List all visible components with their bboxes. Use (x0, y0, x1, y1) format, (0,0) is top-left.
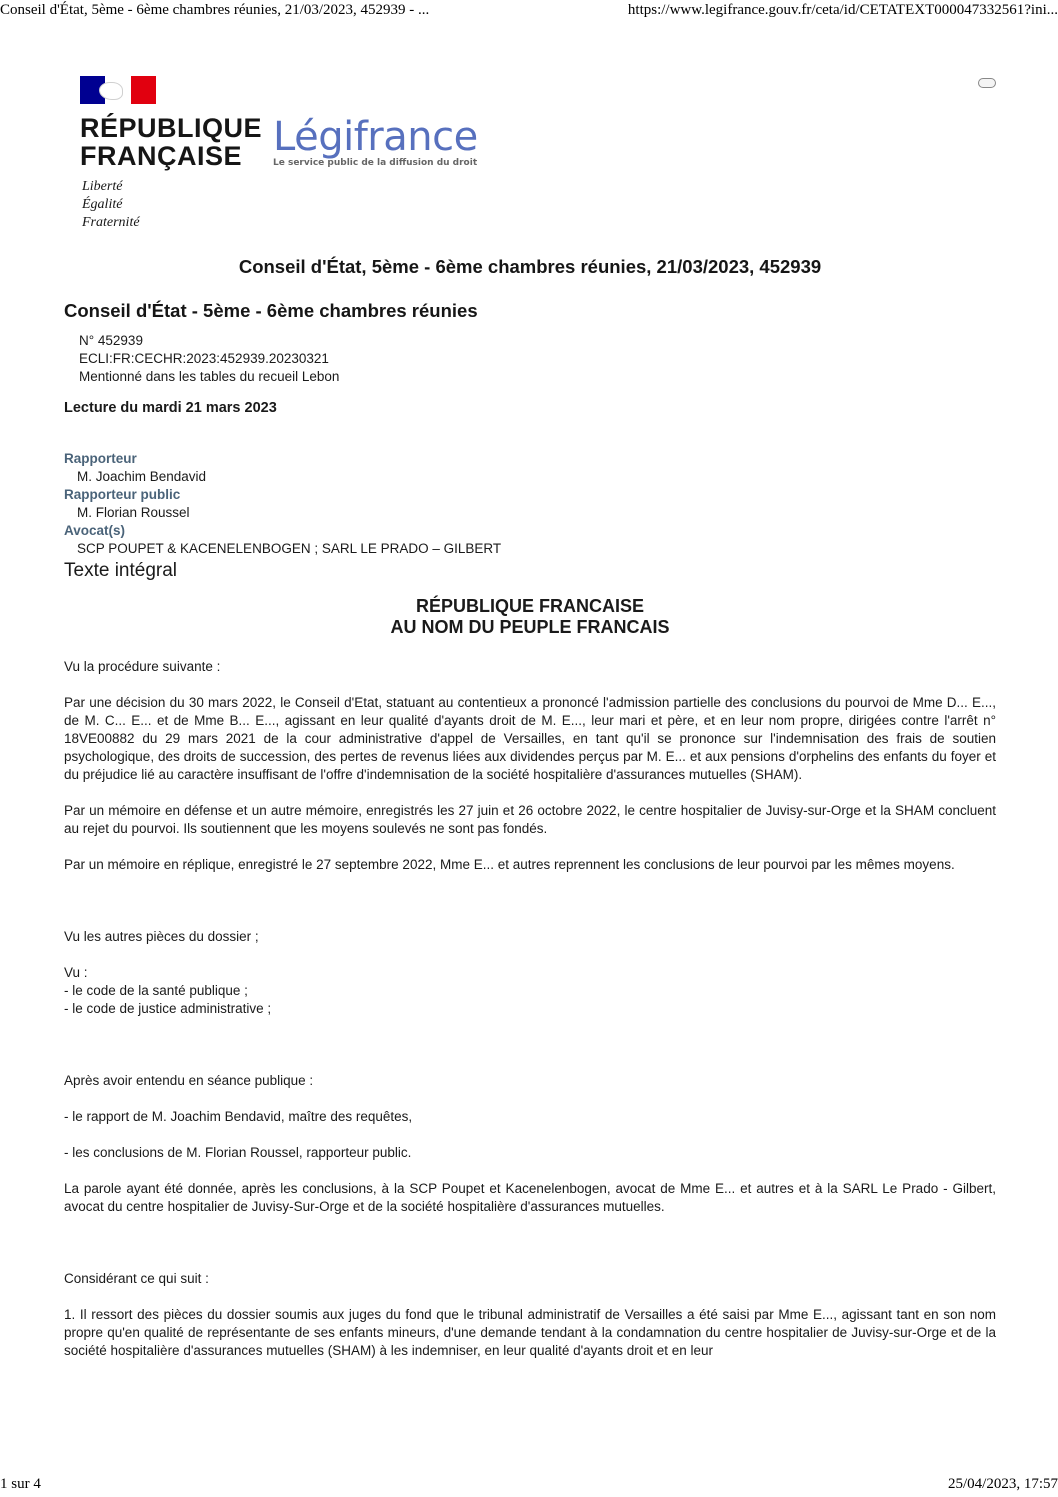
motto (82, 178, 140, 232)
print-header (0, 0, 1058, 22)
legifrance-wordmark: Légifrance (273, 114, 478, 160)
paragraph: - le rapport de M. Joachim Bendavid, maître des requêtes, (64, 1109, 413, 1124)
rf-line-2: FRANÇAISE (80, 141, 243, 171)
rapporteur-label: Rapporteur (64, 451, 137, 466)
print-header-title: Conseil d'État, 5ème - 6ème chambres réunies, 21/03/2023, 452939 - ... (0, 2, 430, 18)
print-header-url: https://www.legifrance.gouv.fr/ceta/id/CETATEXT000047332561?ini... (627, 2, 1058, 18)
document-content (64, 256, 996, 1360)
paragraph: Par une décision du 30 mars 2022, le Conseil d'Etat, statuant au contentieux a prononcé l'admission partielle des conclusions du pourvoi de Mme D... E..., de M. C... E... et de Mme B... E..., agissant en leur qualité d'ayants droit de M. E..., leur mari et père, et en leur nom propre, dirigées contre l'arrêt n° 18VE00882 du 29 mars 2021 de la cour administrative d'appel de Versailles, en tant qu'il se prononce sur l'indemnisation des frais de soutien psychologique, des droits de succession, des pertes de revenus liées aux dividendes perçus par M. E... et aux pensions d'orphelins des enfants du foyer et du préjudice lié au caractère insuffisant de l'offre d'indemnisation de la société hospitalière d'assurances mutuelles (SHAM). (64, 695, 996, 782)
page-counter: 1 sur 4 (0, 1476, 41, 1492)
rapporteur-value: M. Joachim Bendavid (77, 469, 207, 484)
decision-number: N° 452939 (79, 333, 143, 348)
motto-fraternite: Fraternité (82, 215, 140, 230)
page-title: Conseil d'État, 5ème - 6ème chambres réunies, 21/03/2023, 452939 (238, 256, 822, 277)
texte-integral-heading: Texte intégral (64, 560, 178, 581)
print-datetime: 25/04/2023, 17:57 (947, 1476, 1058, 1492)
lecture-date: Lecture du mardi 21 mars 2023 (64, 400, 277, 416)
paragraph: Considérant ce qui suit : (64, 1271, 209, 1286)
decision-metadata (64, 332, 996, 386)
motto-egalite: Égalité (82, 197, 123, 212)
rf-line-1: RÉPUBLIQUE (80, 113, 263, 143)
legifrance-tagline: Le service public de la diffusion du droit (273, 158, 478, 168)
paragraph: Vu la procédure suivante : (64, 659, 221, 674)
rapporteur-public-value: M. Florian Roussel (77, 505, 190, 520)
paragraph: - le code de la santé publique ; (64, 983, 248, 998)
republique-line: RÉPUBLIQUE FRANCAISE (415, 596, 644, 616)
paragraph: 1. Il ressort des pièces du dossier soumis aux juges du fond que le tribunal administratif de Versailles a été saisi par Mme E..., agissant tant en son nom propre qu'en qualité de représentante de ses enfants mineurs, d'une demande tendant à la condamnation du centre hospitalier de Juvisy-sur-Orge et de la société hospitalière d'assurances mutuelles (SHAM) à les indemniser, en leur qualité d'ayants droit et en leur (64, 1307, 996, 1358)
parties-block (64, 450, 996, 558)
paragraph: Par un mémoire en réplique, enregistré le 27 septembre 2022, Mme E... et autres reprennent les conclusions de leur pourvoi par les mêmes moyens. (64, 857, 955, 872)
ecli-identifier: ECLI:FR:CECHR:2023:452939.20230321 (79, 351, 329, 366)
paragraph: Après avoir entendu en séance publique : (64, 1073, 314, 1088)
rapporteur-public-label: Rapporteur public (64, 487, 181, 502)
menu-toggle-icon[interactable] (978, 78, 996, 88)
paragraph: - les conclusions de M. Florian Roussel, rapporteur public. (64, 1145, 412, 1160)
paragraph: Vu les autres pièces du dossier ; (64, 929, 259, 944)
print-footer (0, 1475, 1058, 1497)
paragraph: La parole ayant été donnée, après les conclusions, à la SCP Poupet et Kacenelenbogen, avocat de Mme E... et autres et à la SARL Le Prado - Gilbert, avocat du centre hospitalier de Juvisy-Sur-Orge et de la société hospitalière d'assurances mutuelles. (64, 1181, 996, 1214)
lebon-mention: Mentionné dans les tables du recueil Lebon (79, 369, 340, 384)
decision-body (64, 658, 996, 1360)
paragraph: Vu : (64, 965, 88, 980)
republique-heading (64, 596, 996, 638)
avocats-label: Avocat(s) (64, 523, 126, 538)
marianne-flag-icon (80, 76, 156, 104)
paragraph: - le code de justice administrative ; (64, 1001, 272, 1016)
site-logo[interactable] (80, 76, 500, 236)
avocats-value: SCP POUPET & KACENELENBOGEN ; SARL LE PRADO – GILBERT (77, 541, 502, 556)
paragraph: Par un mémoire en défense et un autre mémoire, enregistrés les 27 juin et 26 octobre 2022, le centre hospitalier de Juvisy-sur-Orge et la SHAM concluent au rejet du pourvoi. Ils soutiennent que les moyens soulevés ne sont pas fondés. (64, 803, 996, 836)
motto-liberte: Liberté (82, 179, 123, 194)
court-heading: Conseil d'État - 5ème - 6ème chambres réunies (64, 300, 478, 321)
republique-francaise-wordmark (80, 114, 262, 170)
peuple-line: AU NOM DU PEUPLE FRANCAIS (390, 617, 670, 637)
